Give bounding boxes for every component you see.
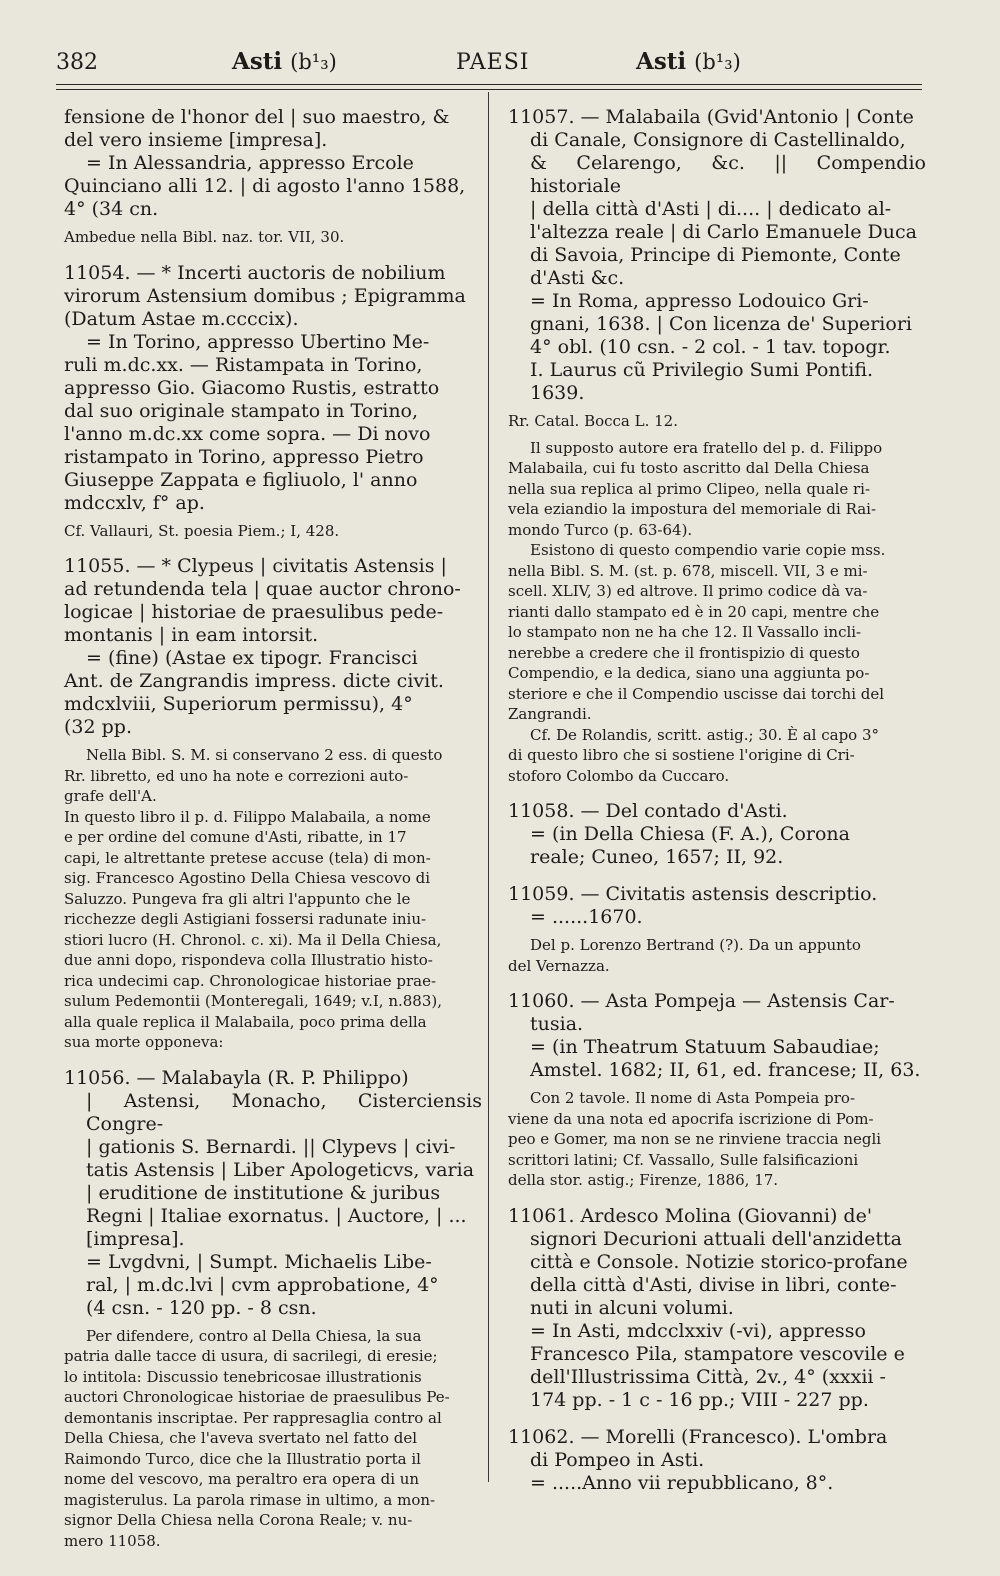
column-divider — [488, 92, 489, 1482]
entry-line: | gationis S. Bernardi. || Clypevs | civi- — [86, 1135, 456, 1158]
header-section: PAESI — [456, 50, 530, 75]
entry-line: 11060. — Asta Pompeja — Astensis Car- — [508, 990, 895, 1012]
note-line: viene da una nota ed apocrifa iscrizione di Pom- — [508, 1109, 874, 1128]
entry-line: & Celarengo, &c. || Compendio historiale — [530, 152, 926, 197]
entry-line: appresso Gio. Giacomo Rustis, estratto — [64, 376, 440, 399]
entry-line: Regni | Italiae exornatus. | Auctore, | ... — [86, 1204, 467, 1227]
note-line: Il supposto autore era fratello del p. d. Filippo — [530, 438, 883, 457]
note-line: mero 11058. — [64, 1531, 161, 1550]
note-line: del Vernazza. — [508, 956, 610, 975]
note-line: steriore e che il Compendio uscisse dai torchi del — [508, 684, 885, 703]
note-line: nella Bibl. S. M. (st. p. 678, miscell. VII, 3 e mi- — [508, 561, 868, 580]
note-line: della stor. astig.; Firenze, 1886, 17. — [508, 1171, 779, 1189]
entry-11062 — [508, 1426, 926, 1495]
entry-line: ad retundenda tela | quae auctor chrono- — [64, 578, 461, 600]
note-line: di questo libro che si sostiene l'origine di Cri- — [508, 746, 855, 764]
entry-line: nuti in alcuni volumi. — [530, 1296, 734, 1319]
entry-line: gnani, 1638. | Con licenza de' Superiori — [530, 313, 912, 335]
entry-line: montanis | in eam intorsit. — [64, 624, 319, 646]
note-line: due anni dopo, rispondeva colla Illustratio histo- — [64, 951, 433, 969]
note-line: lo stampato non ne ha che 12. Il Vassallo incli- — [508, 623, 862, 641]
note-line: Esistono di questo compendio varie copie mss. — [530, 541, 886, 559]
entry-note: Ambedue nella Bibl. naz. tor. VII, 30. — [64, 228, 345, 246]
entry-line: = In Torino, appresso Ubertino Me- — [86, 330, 430, 353]
entry-line: = In Asti, mdcclxxiv (-vi), appresso — [530, 1319, 866, 1342]
entry-11054 — [64, 262, 482, 515]
entry-line: ruli m.dc.xx. — Ristampata in Torino, — [64, 353, 423, 376]
entry-line: città e Console. Notizie storico-profane — [530, 1250, 908, 1273]
note-line: magisterulus. La parola rimase in ultimo, a mon- — [64, 1490, 436, 1509]
entry-line: della città d'Asti, divise in libri, conte- — [530, 1273, 897, 1296]
entry-line: = .....Anno vii repubblicano, 8°. — [530, 1471, 834, 1494]
entry-11055 — [64, 555, 482, 739]
note-line: lo intitola: Discussio tenebricosae illustrationis — [64, 1367, 422, 1386]
entry-continued — [64, 106, 482, 221]
entry-line: 11058. — Del contado d'Asti. — [508, 800, 788, 822]
entry-line: 4° obl. (10 csn. - 2 col. - 1 tav. topogr. — [530, 336, 891, 358]
entry-note — [64, 1326, 482, 1552]
header-right-title — [636, 48, 741, 75]
entry-line: Amstel. 1682; II, 61, ed. francese; II, 63. — [530, 1059, 921, 1081]
entry-11058 — [508, 800, 926, 869]
header-rule-thin — [56, 89, 922, 90]
entry-line: dal suo originale stampato in Torino, — [64, 399, 419, 422]
entry-line: ral, | m.dc.lvi | cvm approbatione, 4° — [86, 1273, 439, 1296]
header-rule — [56, 84, 922, 85]
note-line: In questo libro il p. d. Filippo Malabaila, a nome — [64, 807, 431, 826]
entry-line: reale; Cuneo, 1657; II, 92. — [530, 846, 784, 868]
note-line: scell. XLIV, 3) ed altrove. Il primo codice dà va- — [508, 582, 868, 600]
header-left-title — [232, 48, 337, 75]
entry-line: l'anno m.dc.xx come sopra. — Di novo — [64, 422, 431, 445]
note-line: Zangrandi. — [508, 705, 592, 723]
entry-line: di Pompeo in Asti. — [530, 1448, 705, 1471]
entry-line: = (fine) (Astae ex tipogr. Francisci — [86, 647, 418, 669]
note-line: ricchezze degli Astigiani fossersi radunate iniu- — [64, 910, 427, 928]
entry-line: d'Asti &c. — [530, 267, 625, 289]
note-line: Compendio, e la dedica, siano una aggiunta po- — [508, 664, 870, 682]
entry-line: 11055. — * Clypeus | civitatis Astensis | — [64, 555, 447, 577]
entry-line: mdccxlv, f° ap. — [64, 491, 205, 514]
entry-line: (32 pp. — [64, 716, 132, 738]
entry-line: signori Decurioni attuali dell'anzidetta — [530, 1227, 902, 1250]
entry-line: Quinciano alli 12. | di agosto l'anno 1588, — [64, 175, 466, 197]
entry-line: fensione de l'honor del | suo maestro, & — [64, 106, 450, 128]
entry-11056 — [64, 1067, 482, 1320]
left-column — [64, 106, 482, 1555]
entry-line: mdcxlviii, Superiorum permissu), 4° — [64, 693, 413, 715]
entry-line: logicae | historiae de praesulibus pede- — [64, 601, 444, 623]
entry-line: 11056. — Malabayla (R. P. Philippo) — [64, 1066, 409, 1089]
entry-line: virorum Astensium domibus ; Epigramma — [64, 284, 466, 307]
note-line: nella sua replica al primo Clipeo, nella quale ri- — [508, 479, 871, 498]
entry-line: di Savoia, Principe di Piemonte, Conte — [530, 244, 901, 266]
entry-line: l'altezza reale | di Carlo Emanuele Duca — [530, 221, 917, 243]
entry-line: Ant. de Zangrandis impress. dicte civit. — [64, 670, 444, 692]
entry-line: = ......1670. — [530, 906, 643, 928]
right-column — [508, 106, 926, 1500]
entry-line: 1639. — [530, 382, 585, 404]
note-line: auctori Chronologicae historiae de praesulibus Pe- — [64, 1388, 450, 1406]
header-right-city: Asti — [636, 48, 687, 75]
entry-line: 11054. — * Incerti auctoris de nobilium — [64, 261, 446, 284]
entry-11059 — [508, 883, 926, 929]
entry-11060 — [508, 990, 926, 1082]
note-line: nerebbe a credere che il frontispizio di questo — [508, 643, 860, 662]
note-line: Raimondo Turco, dice che la Illustratio porta il — [64, 1449, 421, 1468]
entry-line: = (in Della Chiesa (F. A.), Corona — [530, 823, 850, 845]
note-line: signor Della Chiesa nella Corona Reale; v. nu- — [64, 1511, 413, 1529]
entry-note — [508, 935, 926, 976]
note-line: Della Chiesa, che l'aveva svertato nel fatto del — [64, 1429, 418, 1447]
entry-line: 11062. — Morelli (Francesco). L'ombra — [508, 1425, 888, 1448]
entry-line: = In Alessandria, appresso Ercole — [86, 152, 414, 174]
entry-line: = Lvgdvni, | Sumpt. Michaelis Libe- — [86, 1250, 432, 1273]
note-line: rica undecimi cap. Chronologicae historiae prae- — [64, 971, 437, 990]
note-line: capi, le altrettante pretese accuse (tela) di mon- — [64, 848, 431, 867]
note-line: rianti dallo stampato ed è in 20 capi, mentre che — [508, 602, 880, 621]
entry-line: dell'Illustrissima Città, 2v., 4° (xxxii - — [530, 1365, 886, 1388]
entry-line: 11059. — Civitatis astensis descriptio. — [508, 883, 878, 905]
entry-line: | della città d'Asti | di.... | dedicato al- — [530, 198, 892, 220]
note-line: stoforo Colombo da Cuccaro. — [508, 766, 730, 785]
note-line: e per ordine del comune d'Asti, ribatte, in 17 — [64, 828, 407, 846]
entry-line: = In Roma, appresso Lodouico Gri- — [530, 290, 869, 312]
note-line: grafe dell'A. — [64, 787, 157, 805]
note-line: Del p. Lorenzo Bertrand (?). Da un appunto — [530, 936, 861, 954]
note-line: Con 2 tavole. Il nome di Asta Pompeia pro- — [530, 1089, 856, 1107]
entry-line: | eruditione de institutione & juribus — [86, 1181, 441, 1204]
entry-11057 — [508, 106, 926, 405]
note-line: alla quale replica il Malabaila, poco prima della — [64, 1012, 427, 1031]
entry-line: tusia. — [530, 1013, 584, 1035]
note-line: Saluzzo. Pungeva fra gli altri l'appunto che le — [64, 889, 411, 908]
note-line: Rr. libretto, ed uno ha note e correzioni auto- — [64, 766, 409, 785]
header-left-signature: (b¹₃) — [290, 50, 337, 74]
note-line: nome del vescovo, ma peraltro era opera di un — [64, 1470, 420, 1488]
entry-note: Cf. Vallauri, St. poesia Piem.; I, 428. — [64, 521, 340, 540]
entry-line: 11057. — Malabaila (Gvid'Antonio | Conte — [508, 106, 914, 128]
entry-line: ristampato in Torino, appresso Pietro — [64, 445, 424, 468]
entry-11061 — [508, 1205, 926, 1412]
note-line: vela eziandio la impostura del memoriale di Rai- — [508, 500, 877, 518]
note-line: sulum Pedemontii (Monteregali, 1649; v.I, n.883), — [64, 992, 443, 1010]
entry-line: (Datum Astae m.ccccix). — [64, 307, 299, 330]
entry-line: di Canale, Consignore di Castellinaldo, — [530, 129, 906, 151]
note-line: scrittori latini; Cf. Vassallo, Sulle falsificazioni — [508, 1150, 859, 1169]
entry-line: Giuseppe Zappata e figliuolo, l' anno — [64, 468, 418, 491]
note-line: Per difendere, contro al Della Chiesa, la sua — [86, 1326, 422, 1345]
entry-line: = (in Theatrum Statuum Sabaudiae; — [530, 1036, 880, 1058]
entry-line: 174 pp. - 1 c - 16 pp.; VIII - 227 pp. — [530, 1388, 869, 1411]
note-line: sig. Francesco Agostino Della Chiesa vescovo di — [64, 869, 431, 887]
entry-note — [64, 745, 482, 1053]
entry-line: Francesco Pila, stampatore vescovile e — [530, 1342, 905, 1365]
entry-note: Rr. Catal. Bocca L. 12. — [508, 412, 678, 430]
header-left-city: Asti — [232, 48, 283, 75]
entry-line: tatis Astensis | Liber Apologeticvs, varia — [86, 1158, 475, 1181]
note-line: Cf. De Rolandis, scritt. astig.; 30. È al capo 3° — [530, 725, 880, 744]
entry-line: (4 csn. - 120 pp. - 8 csn. — [86, 1296, 317, 1319]
note-line: patria dalle tacce di usura, di sacrilegi, di eresie; — [64, 1347, 438, 1365]
entry-line: I. Laurus cũ Privilegio Sumi Pontifi. — [530, 359, 874, 381]
note-line: sua morte opponeva: — [64, 1033, 224, 1051]
header-right-signature: (b¹₃) — [694, 50, 741, 74]
note-line: stiori lucro (H. Chronol. c. xi). Ma il Della Chiesa, — [64, 930, 442, 949]
entry-note — [508, 1088, 926, 1191]
running-header — [0, 0, 1000, 92]
note-line: Nella Bibl. S. M. si conservano 2 ess. di questo — [86, 746, 443, 764]
note-line: Malabaila, cui fu tosto ascritto dal Della Chiesa — [508, 459, 870, 477]
entry-line: 11061. Ardesco Molina (Giovanni) de' — [508, 1204, 873, 1227]
entry-line: [impresa]. — [86, 1227, 185, 1250]
note-line: peo e Gomer, ma non se ne rinviene traccia negli — [508, 1130, 882, 1148]
entry-line: | Astensi, Monacho, Cisterciensis Congre- — [86, 1089, 482, 1135]
note-line: mondo Turco (p. 63-64). — [508, 520, 693, 539]
page-number: 382 — [56, 50, 98, 75]
note-line: demontanis inscriptae. Per rappresaglia contro al — [64, 1408, 442, 1427]
entry-note — [508, 438, 926, 787]
entry-line: del vero insieme [impresa]. — [64, 129, 328, 151]
entry-line: 4° (34 cn. — [64, 198, 159, 220]
